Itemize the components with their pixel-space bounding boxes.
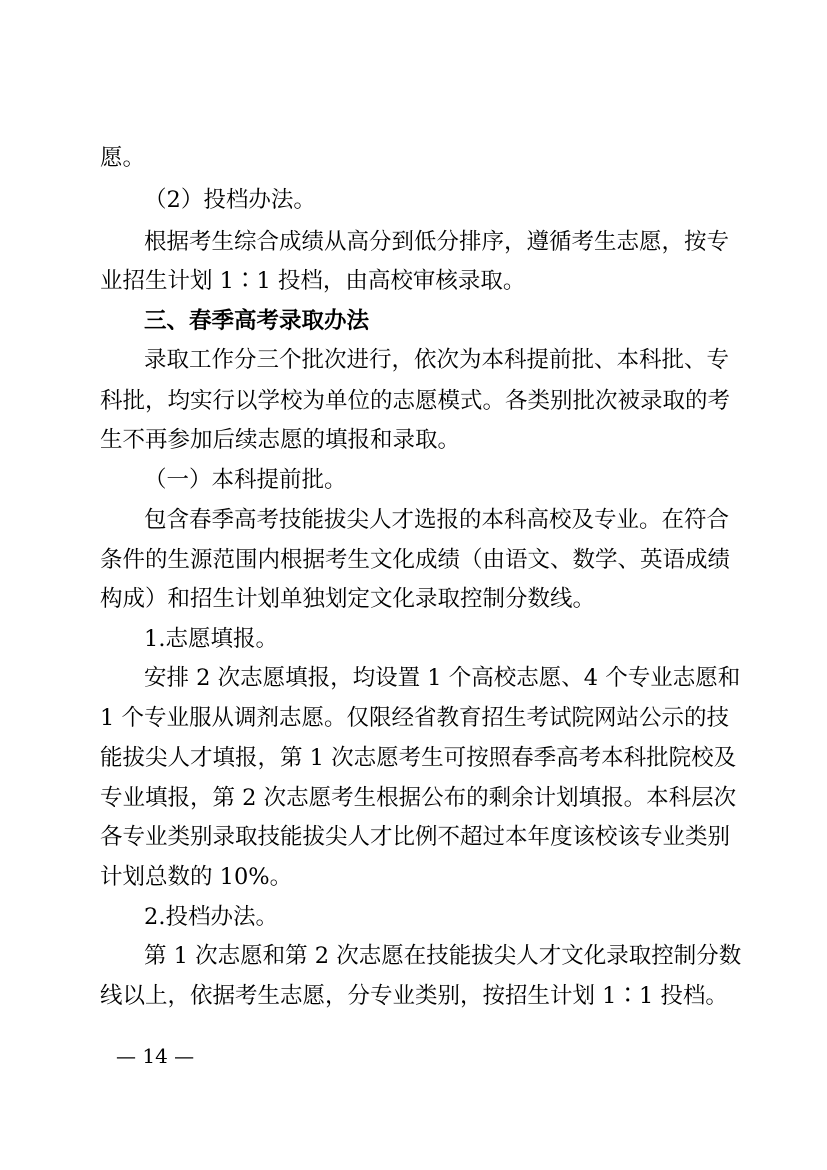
- text-line: 生不再参加后续志愿的填报和录取。: [100, 427, 461, 453]
- section-heading: 三、春季高考录取办法: [144, 308, 370, 334]
- text-line: 线以上，依据考生志愿，分专业类别，按招生计划 1∶1 投档。: [100, 983, 728, 1009]
- text-line: 专业填报，第 2 次志愿考生根据公布的剩余计划填报。本科层次: [100, 785, 737, 811]
- text-line: 录取工作分三个批次进行，依次为本科提前批、本科批、专: [144, 347, 730, 373]
- subsection-heading: （2）投档办法。: [144, 187, 316, 213]
- text-line: 能拔尖人才填报，第 1 次志愿考生可按照春季高考本科批院校及: [100, 745, 737, 771]
- text-line: 包含春季高考技能拔尖人才选报的本科高校及专业。在符合: [144, 507, 730, 533]
- item-heading: 2.投档办法。: [144, 904, 278, 930]
- text-line: 根据考生综合成绩从高分到低分排序，遵循考生志愿，按专: [144, 229, 730, 255]
- page-number: — 14 —: [116, 1044, 195, 1068]
- text-line: 各专业类别录取技能拔尖人才比例不超过本年度该校该专业类别: [100, 824, 731, 850]
- text-line: 第 1 次志愿和第 2 次志愿在技能拔尖人才文化录取控制分数: [144, 943, 742, 969]
- text-line: 计划总数的 10%。: [100, 864, 293, 890]
- text-line: 构成）和招生计划单独划定文化录取控制分数线。: [100, 586, 596, 612]
- text-line: 1 个专业服从调剂志愿。仅限经省教育招生考试院网站公示的技: [100, 705, 729, 731]
- item-heading: 1.志愿填报。: [144, 626, 278, 652]
- text-line: 业招生计划 1∶1 投档，由高校审核录取。: [100, 268, 526, 294]
- text-line: 条件的生源范围内根据考生文化成绩（由语文、数学、英语成绩: [100, 547, 731, 573]
- text-line: 安排 2 次志愿填报，均设置 1 个高校志愿、4 个专业志愿和: [144, 665, 741, 691]
- subsection-heading: （一）本科提前批。: [144, 467, 347, 493]
- text-line: 科批，均实行以学校为单位的志愿模式。各类别批次被录取的考: [100, 388, 731, 414]
- text-line: 愿。: [100, 145, 146, 171]
